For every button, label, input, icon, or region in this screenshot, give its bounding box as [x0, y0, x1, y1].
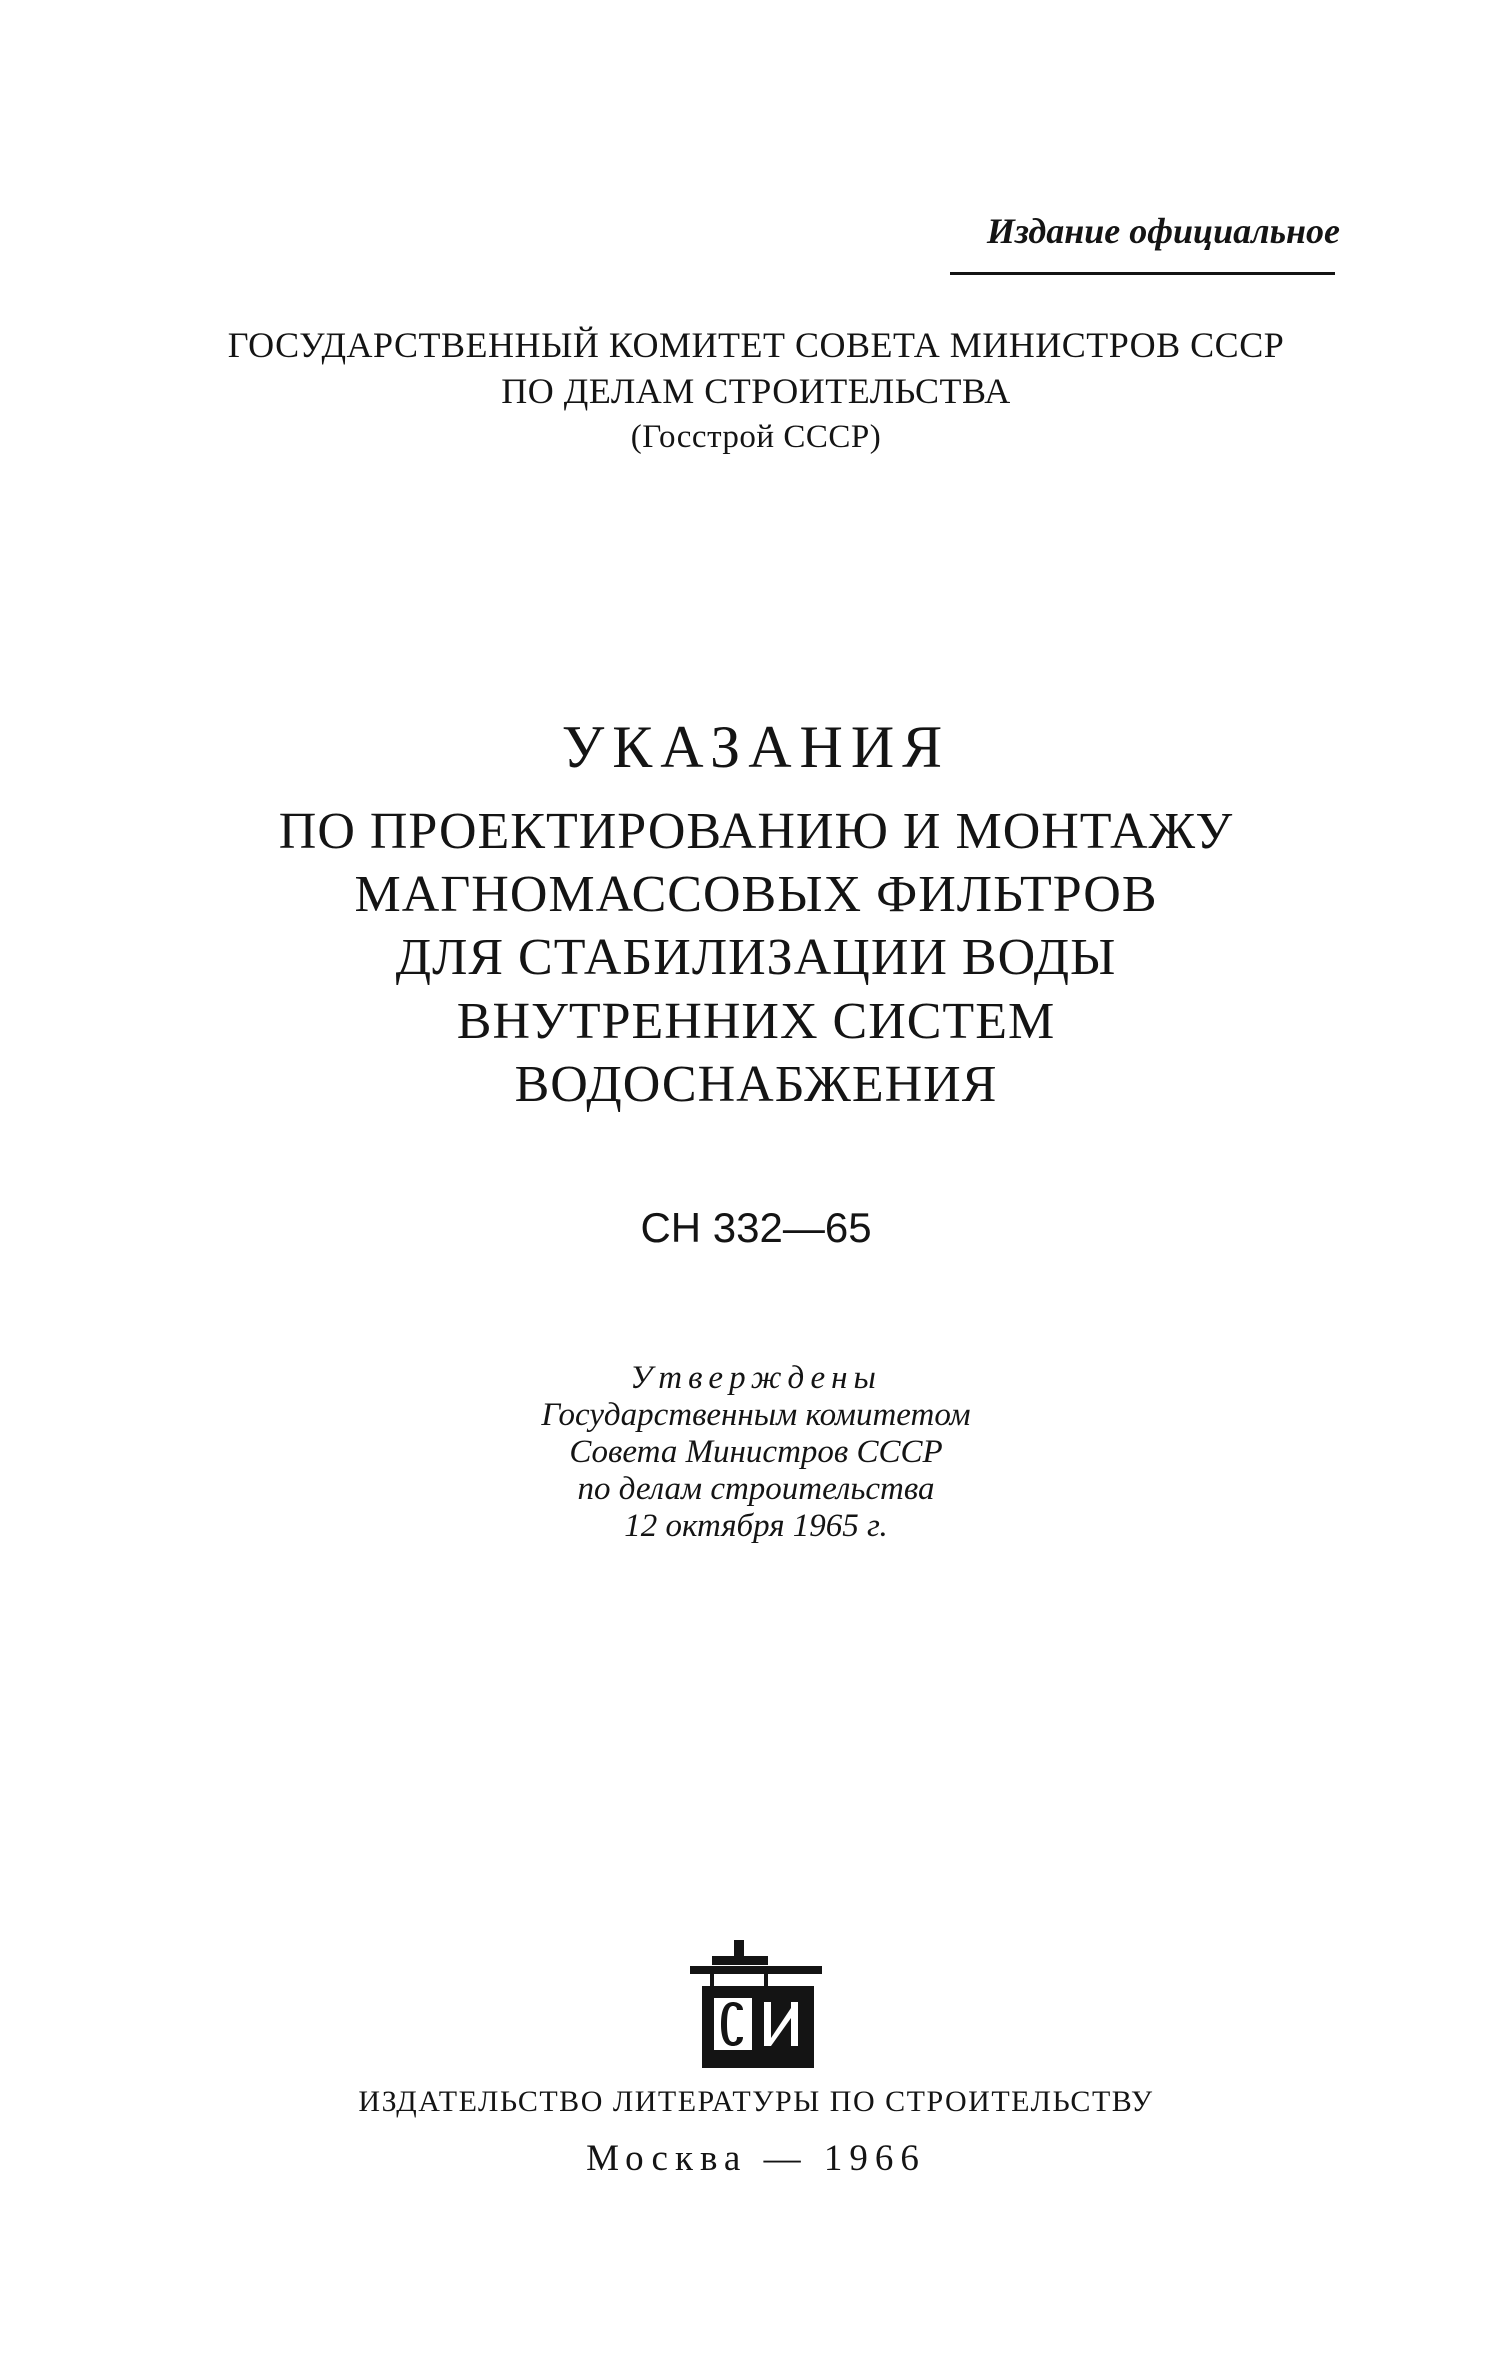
publisher-name: ИЗДАТЕЛЬСТВО ЛИТЕРАТУРЫ ПО СТРОИТЕЛЬСТВУ: [358, 2085, 1154, 2118]
city-year: Москва — 1966: [586, 2138, 926, 2179]
publisher-emblem-icon: [688, 1938, 824, 2070]
title-line-5: ВОДОСНАБЖЕНИЯ: [514, 1055, 998, 1113]
committee-line-2: ПО ДЕЛАМ СТРОИТЕЛЬСТВА: [501, 371, 1011, 411]
approval-line-5: 12 октября 1965 г.: [624, 1508, 888, 1544]
official-edition-label: Издание официальное: [986, 211, 1340, 251]
document-code: СН 332—65: [640, 1204, 872, 1251]
title-line-3: ДЛЯ СТАБИЛИЗАЦИИ ВОДЫ: [395, 929, 1117, 987]
approval-block: [0, 1360, 1512, 1545]
document-title: [0, 800, 1512, 1116]
title-line-2: МАГНОМАССОВЫХ ФИЛЬТРОВ: [354, 866, 1158, 924]
committee-line-3: (Госстрой СССР): [630, 419, 882, 455]
committee-line-1: ГОСУДАРСТВЕННЫЙ КОМИТЕТ СОВЕТА МИНИСТРОВ СССР: [227, 325, 1285, 365]
committee-heading: [0, 322, 1512, 460]
approval-line-3: Совета Министров СССР: [569, 1434, 943, 1470]
title-line-4: ВНУТРЕННИХ СИСТЕМ: [456, 992, 1056, 1050]
approval-line-4: по делам строительства: [577, 1471, 935, 1507]
document-title-word: УКАЗАНИЯ: [561, 714, 951, 780]
approval-line-2: Государственным комитетом: [541, 1397, 971, 1433]
approval-line-1: Утверждены: [630, 1360, 882, 1396]
title-line-1: ПО ПРОЕКТИРОВАНИЮ И МОНТАЖУ: [278, 803, 1234, 860]
official-edition-underline: [950, 272, 1335, 275]
